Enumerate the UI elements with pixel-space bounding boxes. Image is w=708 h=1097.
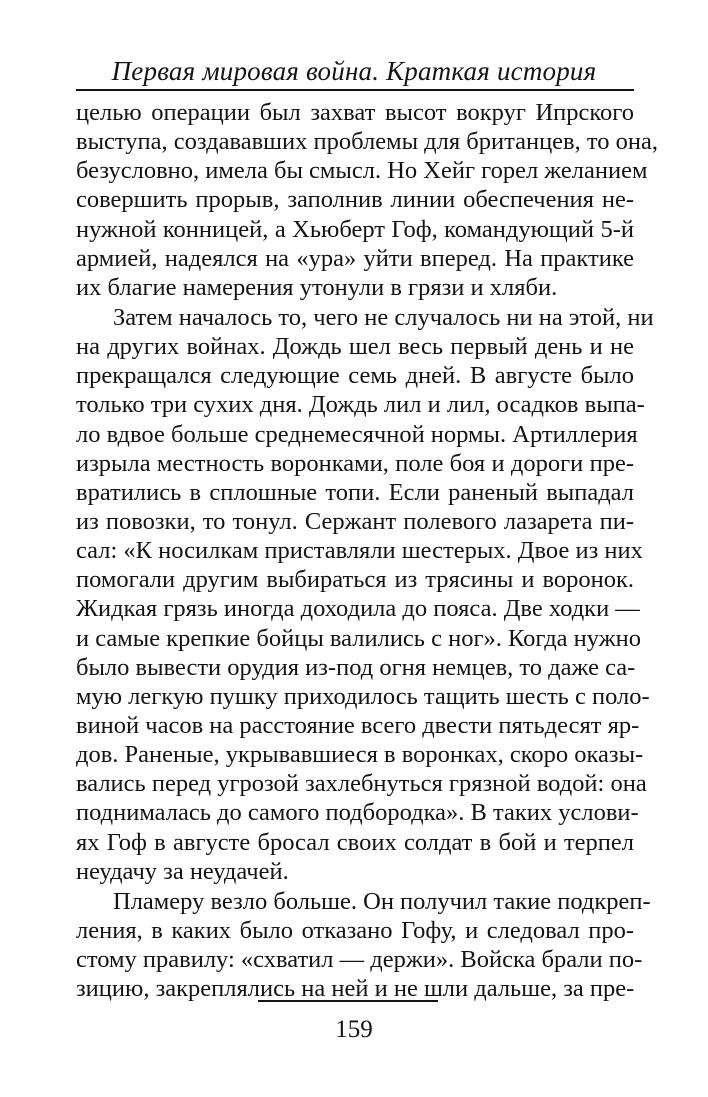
text-line: ления, в каких было отказано Гофу, и следовал про- [76,916,634,944]
text-line: на других войнах. Дождь шел весь первый день и не [76,333,634,361]
text-line: целью операции был захват высот вокруг Ипрского [76,99,634,126]
text-line: из повозки, то тонул. Сержант полевого лазарета пи- [76,507,634,535]
text-line: мую легкую пушку приходилось тащить шесть с поло- [76,682,650,710]
text-line: прекращался следующие семь дней. В августе было [76,362,634,390]
text-line: ях Гоф в августе бросал своих солдат в бой и терпел [76,828,634,856]
header-rule [76,89,634,91]
text-line: вались перед угрозой захлебнуться грязной водой: она [76,770,647,798]
running-head: Первая мировая война. Краткая история [111,56,597,86]
footer-rule [258,1000,438,1002]
text-line: выступа, создававших проблемы для британцев, то она, [76,128,658,156]
text-line: совершить прорыв, заполнив линии обеспечения не- [76,186,634,214]
text-line: неудачу за неудачей. [76,857,289,885]
text-line: Затем началось то, чего не случалось ни на этой, ни [113,303,654,331]
text-line: армией, надеялся на «ура» уйти вперед. На практике [76,244,634,272]
text-line: вратились в сплошные топи. Если раненый выпадал [76,478,634,506]
text-line: помогали другим выбираться из трясины и воронок. [76,566,634,594]
text-line: нужной конницей, а Хьюберт Гоф, командующий 5-й [76,215,634,243]
text-line: было вывести орудия из-под огня немцев, то даже са- [76,653,636,681]
text-line: изрыла местность воронками, поле боя и дороги пре- [76,449,634,477]
text-line: сал: «К носилкам приставляли шестерых. Двое из них [76,537,643,565]
text-line: и самые крепкие бойцы валились с ног». Когда нужно [76,624,642,652]
paragraph [76,98,658,302]
text-line: дов. Раненые, укрывавшиеся в воронках, скоро оказы- [76,741,644,769]
text-line: поднималась до самого подбородка». В таких услови- [76,799,639,827]
text-line: Жидкая грязь иногда доходила до пояса. Две ходки — [76,595,640,623]
paragraph [76,303,654,886]
text-line: зицию, закреплялись на ней и не шли дальше, за пре- [76,975,635,1003]
page-body [76,98,658,1003]
text-line: ло вдвое больше среднемесячной нормы. Артиллерия [76,420,638,448]
text-line: их благие намерения утонули в грязи и хляби. [76,273,558,301]
text-line: только три сухих дня. Дождь лил и лил, осадков выпа- [76,391,645,419]
text-line: Пламеру везло больше. Он получил такие подкреп- [113,887,651,915]
text-line: безусловно, имела бы смысл. Но Хейг горел желанием [76,157,648,185]
paragraph [76,887,651,1004]
text-line: стому правилу: «схватил — держи». Войска брали по- [76,946,643,974]
text-line: виной часов на расстояние всего двести пятьдесят яр- [76,711,640,739]
page-number: 159 [335,1016,373,1043]
